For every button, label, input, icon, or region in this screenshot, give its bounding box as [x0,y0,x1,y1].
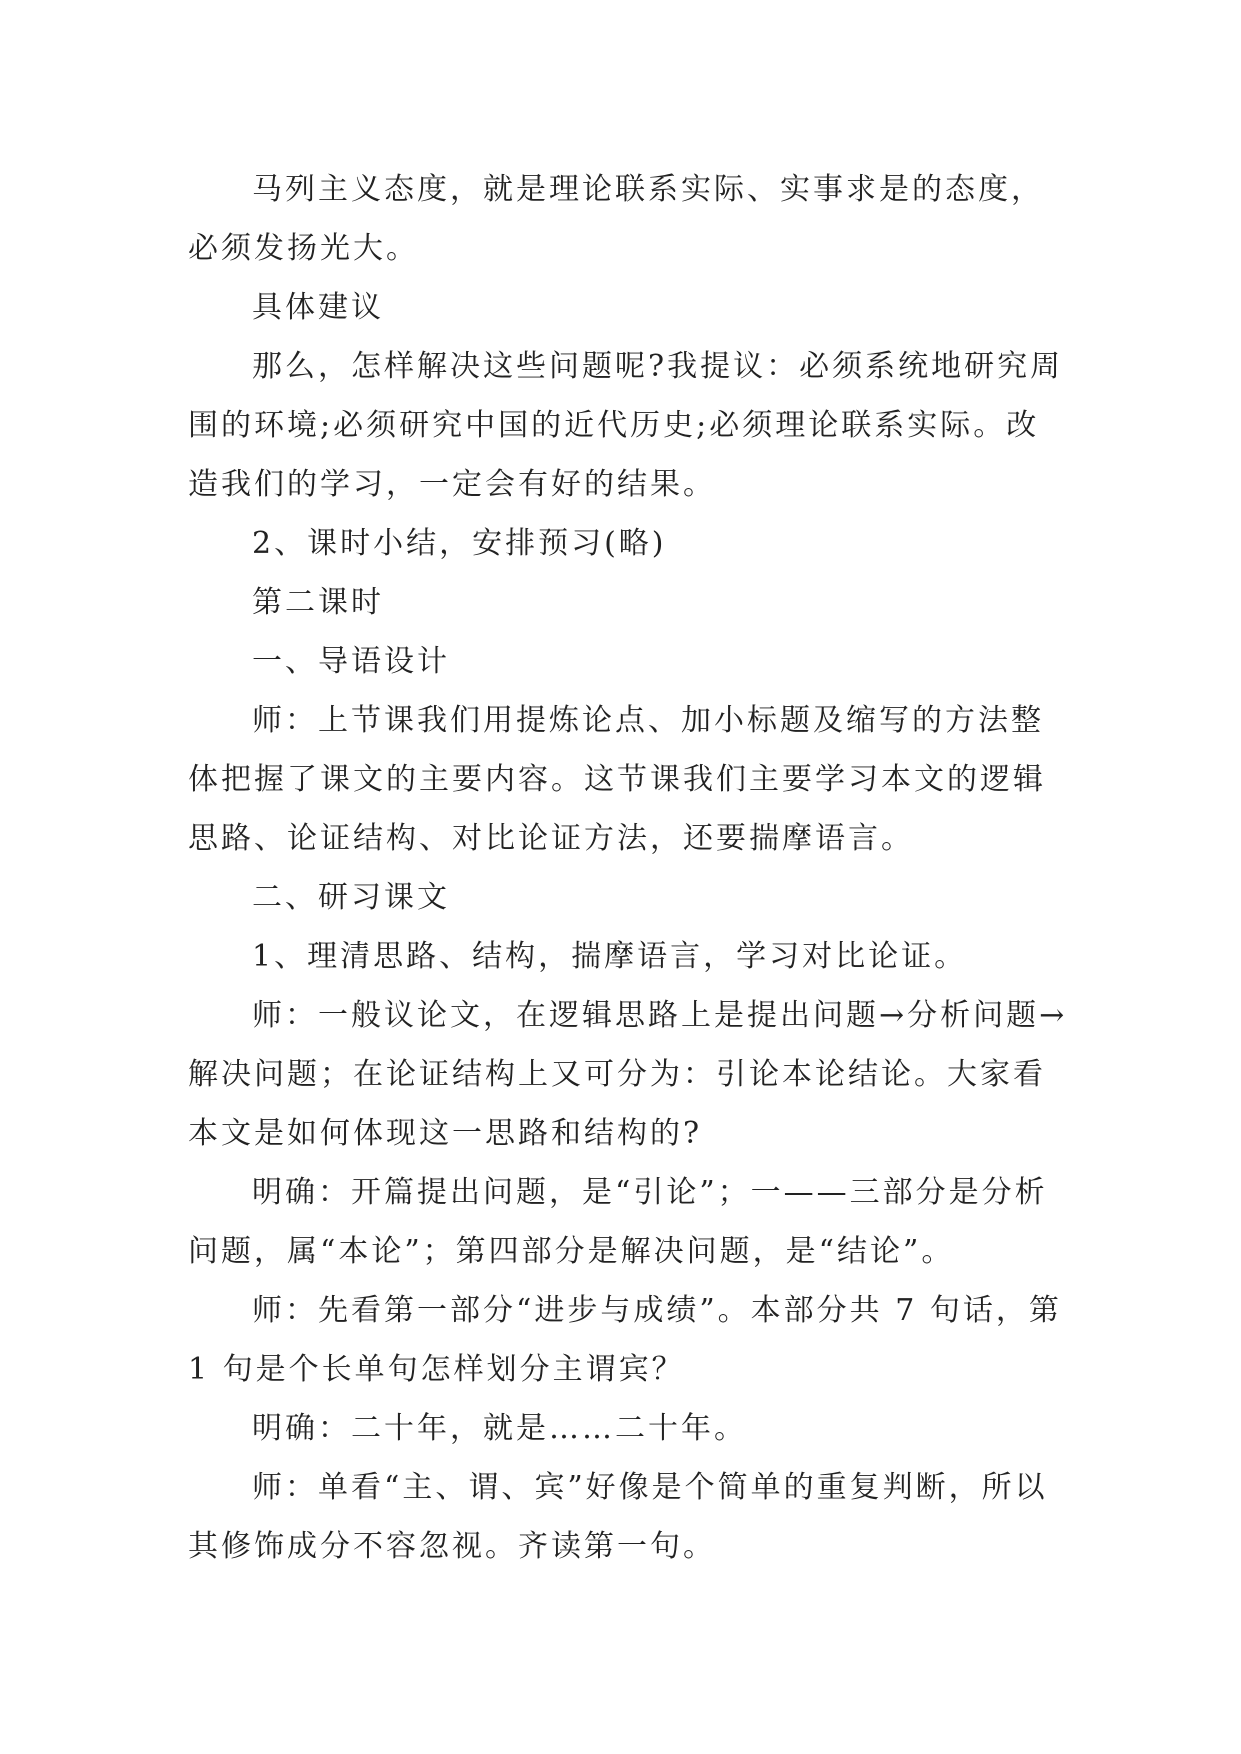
paragraph-teacher-intro: 师：上节课我们用提炼论点、加小标题及缩写的方法整体把握了课文的主要内容。这节课我们主要学习本文的逻辑思路、论证结构、对比论证方法，还要揣摩语言。 [188,703,1046,856]
paragraph-teacher-modifiers: 师：单看“主、谓、宾”好像是个简单的重复判断，所以其修饰成分不容忽视。齐读第一句。 [188,1470,1048,1564]
paragraph-proposal: 那么，怎样解决这些问题呢?我提议：必须系统地研究周围的环境;必须研究中国的近代历史;必须理论联系实际。改造我们的学习，一定会有好的结果。 [188,349,1064,502]
document-body [188,160,1068,1576]
paragraph-teacher-structure: 师：一般议论文，在逻辑思路上是提出问题→分析问题→解决问题；在论证结构上又可分为：引论本论结论。大家看本文是如何体现这一思路和结构的? [188,998,1068,1151]
heading-study-text: 二、研习课文 [252,880,450,915]
heading-specific-suggestions: 具体建议 [252,290,384,325]
paragraph-teacher-part-one: 师：先看第一部分“进步与成绩”。本部分共 7 句话，第 1 句是个长单句怎样划分主谓宾？ [188,1293,1062,1387]
heading-introduction-design: 一、导语设计 [252,644,450,679]
paragraph-answer-twenty-years: 明确：二十年，就是……二十年。 [252,1411,747,1446]
paragraph-attitude: 马列主义态度，就是理论联系实际、实事求是的态度，必须发扬光大。 [188,172,1044,266]
paragraph-lesson-summary: 2、课时小结，安排预习(略) [252,526,667,561]
paragraph-answer-structure: 明确：开篇提出问题，是“引论”；一——三部分是分析问题，属“本论”；第四部分是解决问题，是“结论”。 [188,1175,1048,1269]
paragraph-study-item-1: 1、理清思路、结构，揣摩语言，学习对比论证。 [252,939,968,974]
heading-second-lesson: 第二课时 [252,585,384,620]
